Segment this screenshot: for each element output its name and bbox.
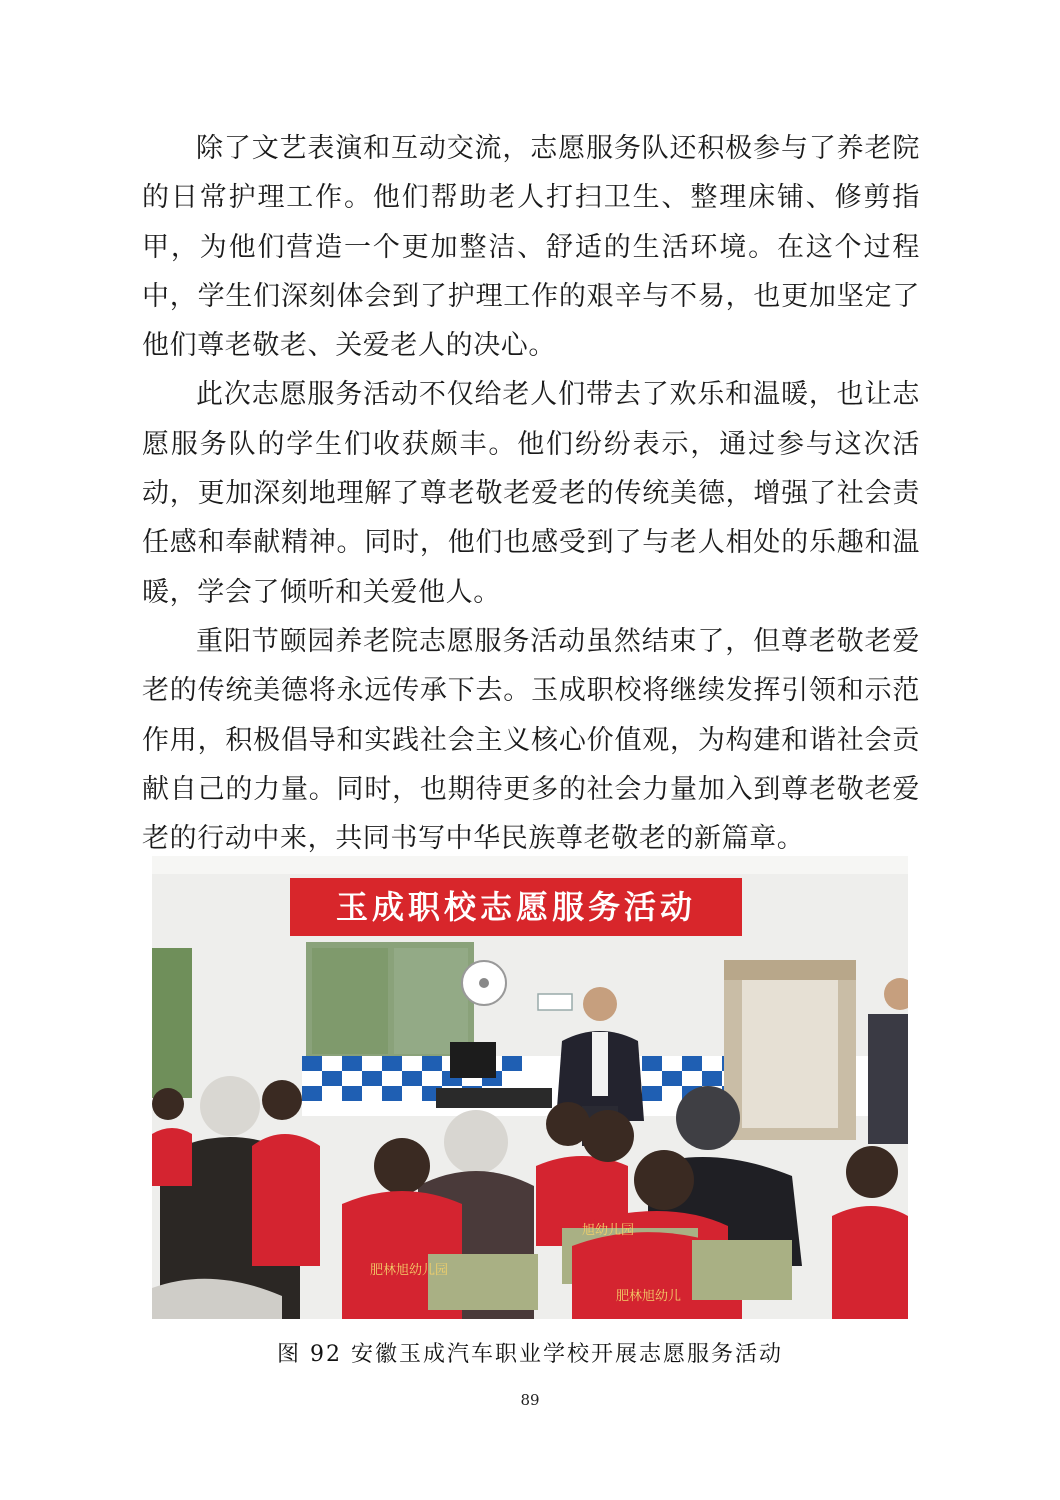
paragraph-3: 重阳节颐园养老院志愿服务活动虽然结束了，但尊老敬老爱老的传统美德将永远传承下去。玉成职校将继续发挥引领和示范作用，积极倡导和实践社会主义核心价值观，为构建和谐社会贡献自己的力量。同时，也期待更多的社会力量加入到尊老敬老爱老的行动中来，共同书写中华民族尊老敬老的新篇章。 bbox=[142, 625, 920, 855]
banner bbox=[290, 878, 742, 936]
shirt-print-3: 肥林旭幼儿 bbox=[616, 1289, 682, 1304]
paragraph-2: 此次志愿服务活动不仅给老人们带去了欢乐和温暖，也让志愿服务队的学生们收获颇丰。他们纷纷表示，通过参与这次活动，更加深刻地理解了尊老敬老爱老的传统美德，增强了社会责任感和奉献精神。同时，他们也感受到了与老人相处的乐趣和温暖，学会了倾听和关爱他人。 bbox=[142, 379, 920, 608]
figure-caption: 图 92 安徽玉成汽车职业学校开展志愿服务活动 bbox=[277, 1342, 783, 1367]
shirt-print-1: 肥林旭幼儿园 bbox=[370, 1263, 449, 1278]
monitor bbox=[450, 1042, 496, 1078]
page-number: 89 bbox=[520, 1391, 540, 1409]
window-left bbox=[152, 948, 192, 1098]
event-photo bbox=[152, 856, 908, 1319]
shirt-print-2: 旭幼儿园 bbox=[582, 1223, 635, 1238]
paragraph-1: 除了文艺表演和互动交流，志愿服务队还积极参与了养老院的日常护理工作。他们帮助老人打扫卫生、整理床铺、修剪指甲，为他们营造一个更加整洁、舒适的生活环境。在这个过程中，学生们深刻体会到了护理工作的艰辛与不易，也更加坚定了他们尊老敬老、关爱老人的决心。 bbox=[142, 133, 920, 362]
banner-text: 玉成职校志愿服务活动 bbox=[335, 888, 697, 926]
body-text bbox=[142, 124, 920, 863]
audio-mixer bbox=[436, 1088, 552, 1108]
photo-illustration bbox=[152, 856, 908, 1319]
